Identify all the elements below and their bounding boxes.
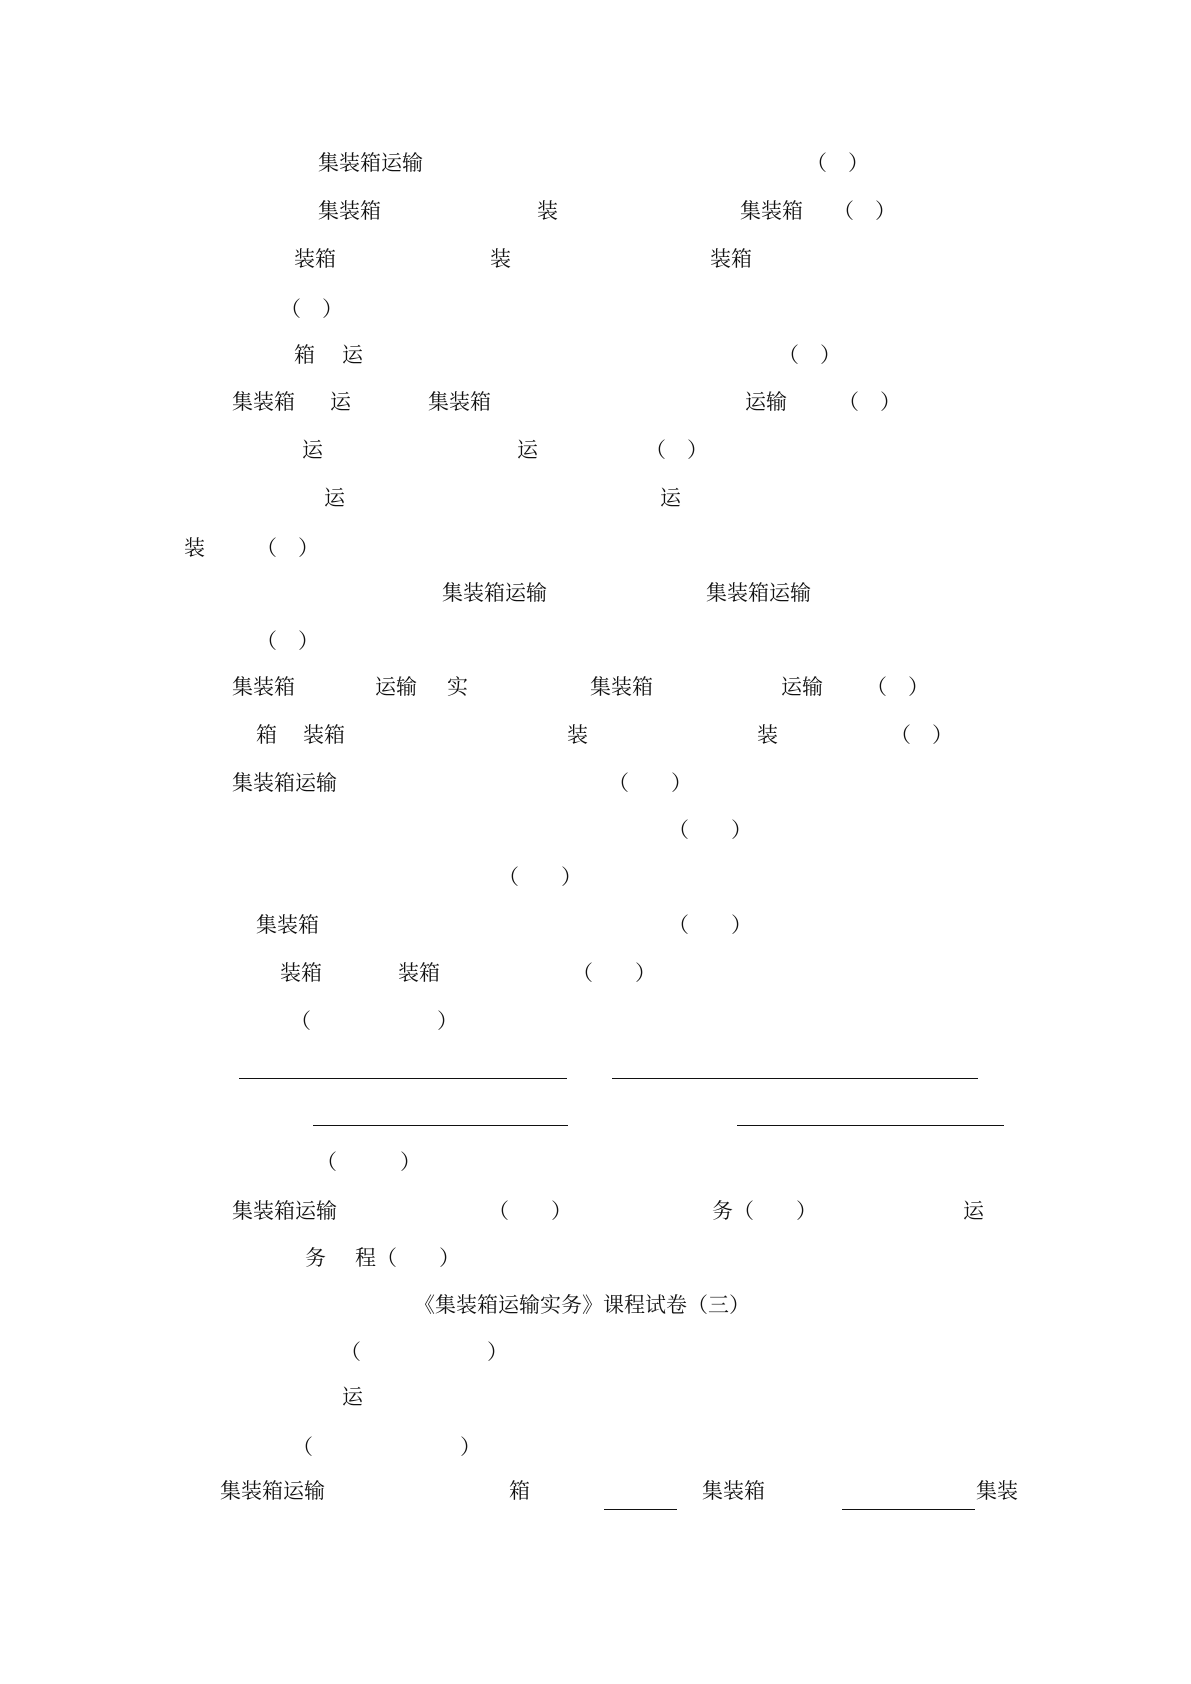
text-fragment: 集装箱 (232, 675, 295, 699)
text-fragment: 装箱 (710, 247, 752, 271)
text-fragment: 集装箱 (702, 1479, 765, 1503)
text-fragment: 集装箱运输 (220, 1479, 325, 1503)
answer-parentheses: （ ） (340, 1340, 508, 1364)
text-fragment: 运 (517, 438, 538, 462)
answer-parentheses: （ ） (608, 771, 692, 795)
text-fragment: 集装箱运输 (318, 151, 423, 175)
text-fragment: 集装箱 (232, 390, 295, 414)
answer-parentheses: （ ） (316, 1150, 421, 1174)
text-fragment: 程（ ） (355, 1246, 460, 1270)
text-fragment: 装 (567, 723, 588, 747)
answer-parentheses: （ ） (498, 865, 582, 889)
text-fragment: 集装箱 (318, 199, 381, 223)
text-fragment: 务 (305, 1246, 326, 1270)
text-fragment: 运输 (375, 675, 417, 699)
text-fragment: 运 (342, 1385, 363, 1409)
blank-line (737, 1125, 1004, 1126)
text-fragment: 集装箱 (590, 675, 653, 699)
answer-parentheses: （ ） (645, 438, 708, 462)
text-fragment: 装箱 (398, 961, 440, 985)
text-fragment: 运 (324, 486, 345, 510)
text-fragment: 装箱 (280, 961, 322, 985)
text-fragment: 箱 (256, 723, 277, 747)
text-fragment: 集装箱运输 (442, 581, 547, 605)
answer-parentheses: （ ） (838, 390, 901, 414)
blank-line (842, 1509, 975, 1510)
exam-title: 《集装箱运输实务》课程试卷（三） (414, 1293, 750, 1317)
answer-parentheses: （ ） (256, 629, 319, 653)
blank-line (612, 1078, 978, 1079)
text-fragment: 集装箱运输 (706, 581, 811, 605)
text-fragment: 箱 (294, 343, 315, 367)
answer-parentheses: （ ） (668, 913, 752, 937)
text-fragment: 运 (330, 390, 351, 414)
answer-parentheses: （ ） (290, 1009, 458, 1033)
text-fragment: 运 (660, 486, 681, 510)
text-fragment: 箱 (509, 1479, 530, 1503)
answer-parentheses: （ ） (256, 536, 319, 560)
answer-parentheses: （ ） (806, 151, 869, 175)
answer-parentheses: （ ） (572, 961, 656, 985)
answer-parentheses: （ ） (668, 818, 752, 842)
text-fragment: 装 (184, 536, 205, 560)
text-fragment: 装 (757, 723, 778, 747)
text-fragment: 实 (447, 675, 468, 699)
text-fragment: 集装箱 (428, 390, 491, 414)
answer-parentheses: （ ） (778, 343, 841, 367)
text-fragment: 装 (537, 199, 558, 223)
blank-line (604, 1509, 677, 1510)
text-fragment: 装箱 (294, 247, 336, 271)
blank-line (313, 1125, 568, 1126)
text-fragment: 运 (963, 1199, 984, 1223)
blank-line (239, 1078, 567, 1079)
text-fragment: 集装箱 (256, 913, 319, 937)
text-fragment: 集装 (976, 1479, 1018, 1503)
text-fragment: 集装箱运输 (232, 771, 337, 795)
text-fragment: 运输 (745, 390, 787, 414)
answer-parentheses: （ ） (833, 199, 896, 223)
answer-parentheses: （ ） (488, 1199, 572, 1223)
answer-parentheses: （ ） (890, 723, 953, 747)
text-fragment: 务（ ） (712, 1199, 817, 1223)
text-fragment: 运输 (781, 675, 823, 699)
answer-parentheses: （ ） (292, 1435, 481, 1459)
text-fragment: 集装箱 (740, 199, 803, 223)
text-fragment: 装 (490, 247, 511, 271)
text-fragment: 装箱 (303, 723, 345, 747)
text-fragment: 运 (302, 438, 323, 462)
answer-parentheses: （ ） (866, 675, 929, 699)
answer-parentheses: （ ） (280, 297, 343, 321)
text-fragment: 运 (342, 343, 363, 367)
text-fragment: 集装箱运输 (232, 1199, 337, 1223)
